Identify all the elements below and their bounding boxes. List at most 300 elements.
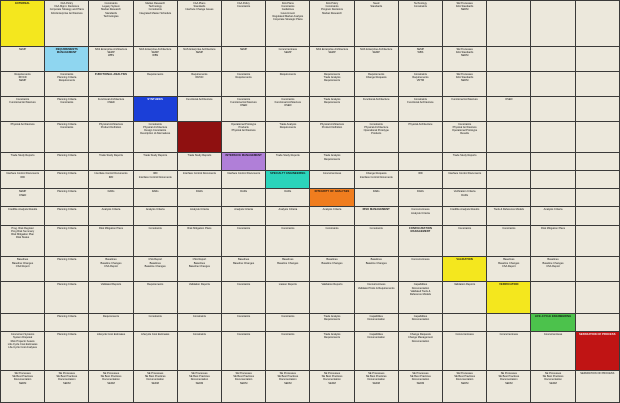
cell-text: Interface Control Documents IRD xyxy=(94,172,128,179)
matrix-cell-r3-c13 xyxy=(531,71,575,96)
matrix-cell-r5-c10 xyxy=(398,121,442,153)
matrix-cell-r13-c14 xyxy=(575,314,619,332)
cell-text: Functional Architecture xyxy=(451,97,478,101)
matrix-cell-r8-c2 xyxy=(45,189,89,207)
cell-text: Concurrentness Validated Tools & Requirements xyxy=(357,283,395,290)
matrix-cell-r2-c5 xyxy=(177,46,221,71)
matrix-cell-r12-c2 xyxy=(45,282,89,314)
matrix-cell-r5-c2 xyxy=(45,121,89,153)
matrix-cell-r2-c7 xyxy=(266,46,310,71)
cell-text: DARs xyxy=(372,190,380,194)
matrix-cell-r9-c11 xyxy=(443,207,487,225)
cell-text: Constraints xyxy=(237,283,251,287)
cell-text: SE Processes FAA Standards SEDM xyxy=(455,47,474,58)
matrix-cell-r11-c6 xyxy=(222,257,266,282)
matrix-cell-r12-c1 xyxy=(1,282,45,314)
cell-text: Planning Criteria xyxy=(57,154,77,158)
cell-text: Trade Study Reports xyxy=(187,154,212,158)
matrix-cell-r10-c3 xyxy=(89,225,133,257)
cell-text: SE Processes FAA Standards SEDM xyxy=(455,2,474,12)
matrix-cell-r6-c2 xyxy=(45,153,89,171)
matrix-cell-r4-c8 xyxy=(310,96,354,121)
cell-text: RISK MANAGEMENT xyxy=(362,208,390,212)
matrix-cell-r8-c1 xyxy=(1,189,45,207)
matrix-cell-r15-c3 xyxy=(89,370,133,402)
cell-text: Change Requests Interface Control Documents xyxy=(359,172,393,179)
matrix-cell-r5-c1 xyxy=(1,121,45,153)
matrix-cell-r7-c12 xyxy=(487,171,531,189)
matrix-cell-r12-c6 xyxy=(222,282,266,314)
matrix-cell-r5-c12 xyxy=(487,121,531,153)
matrix-cell-r2-c9 xyxy=(354,46,398,71)
cell-text: CSA Report Baselines Baseline Changes xyxy=(144,258,166,268)
cell-text: Baselines Baseline Changes CSA Report xyxy=(542,258,564,268)
cell-text: Trade Study Reports xyxy=(452,154,477,158)
cell-text: Planning Criteria xyxy=(57,226,77,230)
matrix-cell-r2-c6 xyxy=(222,46,266,71)
cell-text: SEMP xyxy=(239,47,248,51)
matrix-cell-r5-c6 xyxy=(222,121,266,153)
matrix-cell-r8-c3 xyxy=(89,189,133,207)
cell-text: Constraints xyxy=(369,226,383,230)
matrix-cell-r14-c5 xyxy=(177,332,221,371)
matrix-cell-r6-c3 xyxy=(89,153,133,171)
matrix-cell-r5-c9 xyxy=(354,121,398,153)
cell-text: Requirements Change Requests xyxy=(365,72,387,79)
matrix-cell-r13-c4 xyxy=(133,314,177,332)
cell-text: Baselines Baseline Changes xyxy=(365,258,387,265)
cell-text: Interface Control Documents xyxy=(227,172,261,176)
cell-text: Analysis Criteria xyxy=(145,208,165,212)
cell-text: Risk Mitigation Plans xyxy=(541,226,566,230)
matrix-cell-r4-c5 xyxy=(177,96,221,121)
cell-text: Constraints xyxy=(148,226,162,230)
cell-text: DARs xyxy=(417,190,424,194)
cell-text: SEPARATION OF PROCESS xyxy=(579,333,616,337)
matrix-cell-r1-c8 xyxy=(310,1,354,47)
cell-text: Planning Criteria xyxy=(57,190,77,194)
matrix-cell-r9-c8 xyxy=(310,207,354,225)
cell-text: Concurrentness xyxy=(322,172,342,176)
cell-text: Concurrent Systems System Disposal Risk Projects' Assets Life-Cycle Cost Estimates Life-Cycle Cost Analyses xyxy=(7,333,38,350)
cell-text: Liaison Reports xyxy=(278,283,297,287)
cell-text: Requirements Trade Analysis Requirements xyxy=(323,72,341,83)
cell-text: Analysis Criteria xyxy=(190,208,209,212)
matrix-cell-r13-c7 xyxy=(266,314,310,332)
cell-text: Physical Architecture Product Definition xyxy=(319,122,345,129)
matrix-row xyxy=(1,257,620,282)
cell-text: Functional Architecture xyxy=(186,97,213,101)
cell-text: Analysis Criteria xyxy=(322,208,342,212)
cell-text: Constraints Functional Architecture xyxy=(9,97,36,104)
matrix-cell-r9-c13 xyxy=(531,207,575,225)
cell-text: Physical Architecture xyxy=(10,122,35,126)
matrix-cell-r6-c13 xyxy=(531,153,575,171)
cell-text: VERIFICATION xyxy=(499,283,519,287)
matrix-cell-r14-c9 xyxy=(354,332,398,371)
matrix-cell-r2-c10 xyxy=(398,46,442,71)
cell-text: Requirements IRVCD xyxy=(191,72,208,79)
cell-text: Capabilities Documentation xyxy=(367,315,385,322)
matrix-cell-r8-c5 xyxy=(177,189,221,207)
cell-text: NAS Enterprise Architecture SEMP xyxy=(360,47,393,54)
matrix-cell-r13-c11 xyxy=(443,314,487,332)
matrix-cell-r14-c10 xyxy=(398,332,442,371)
matrix-cell-r9-c5 xyxy=(177,207,221,225)
matrix-cell-r2-c8 xyxy=(310,46,354,71)
matrix-cell-r7-c2 xyxy=(45,171,89,189)
matrix-cell-r15-c5 xyxy=(177,370,221,402)
matrix-cell-r14-c8 xyxy=(310,332,354,371)
matrix-cell-r13-c3 xyxy=(89,314,133,332)
diagonal-block-functional-analysis xyxy=(89,71,133,96)
matrix-cell-r1-c9 xyxy=(354,1,398,47)
matrix-cell-r13-c12 xyxy=(487,314,531,332)
cell-text: OSED xyxy=(505,97,513,101)
cell-text: DARs xyxy=(196,190,203,194)
cell-text: CSA Report Baselines Baseline Changes xyxy=(188,258,210,268)
cell-text: Constraints xyxy=(237,226,251,230)
matrix-cell-r10-c6 xyxy=(222,225,266,257)
cell-text: Validation Reports xyxy=(454,283,476,287)
matrix-cell-r8-c12 xyxy=(487,189,531,207)
cell-text: DARs xyxy=(107,190,115,194)
matrix-cell-r2-c3 xyxy=(89,46,133,71)
matrix-cell-r1-c11 xyxy=(443,1,487,47)
matrix-cell-r11-c13 xyxy=(531,257,575,282)
matrix-cell-r1-c4 xyxy=(133,1,177,47)
cell-text: Constraints xyxy=(458,226,472,230)
matrix-cell-r7-c14 xyxy=(575,171,619,189)
matrix-cell-r6-c1 xyxy=(1,153,45,171)
cell-text: Requirements IRVCD SEMP xyxy=(14,72,31,83)
cell-text: SEMP WBS xyxy=(416,47,425,54)
cell-text: SE Processes SE Best Practices Documentation SEDM xyxy=(144,371,166,385)
cell-text: SE Processes SE Best Practices Documentation SEDM xyxy=(454,371,476,385)
cell-text: SEMP OSED xyxy=(18,190,27,197)
cell-text: Constraints Physical Architecture Operational Prototype Products xyxy=(363,122,389,136)
matrix-cell-r5-c7 xyxy=(266,121,310,153)
matrix-cell-r6-c5 xyxy=(177,153,221,171)
matrix-row xyxy=(1,332,620,371)
matrix-cell-r13-c5 xyxy=(177,314,221,332)
matrix-cell-r7-c9 xyxy=(354,171,398,189)
matrix-cell-r15-c14 xyxy=(575,370,619,402)
matrix-cell-r12-c4 xyxy=(133,282,177,314)
cell-text: Constraints Functional Architecture xyxy=(407,97,434,104)
cell-text: Constraints xyxy=(281,333,295,337)
matrix-cell-r15-c9 xyxy=(354,370,398,402)
matrix-cell-r7-c1 xyxy=(1,171,45,189)
cell-text: FAA Policy Constraints xyxy=(237,2,251,9)
cell-text: SE Processes FAA Standards SEDM xyxy=(455,72,474,83)
matrix-cell-r6-c10 xyxy=(398,153,442,171)
matrix-cell-r14-c4 xyxy=(133,332,177,371)
cell-text: SEPARATION OF PROCESS xyxy=(580,371,615,375)
matrix-row xyxy=(1,370,620,402)
cell-text: Prog. Risk Register Prog Risk Summary Risk Mitigation Plan Risk Status xyxy=(11,226,35,240)
cell-text: Requirements xyxy=(147,72,164,76)
matrix-cell-r11-c12 xyxy=(487,257,531,282)
cell-text: DARs xyxy=(240,190,247,194)
matrix-cell-r9-c6 xyxy=(222,207,266,225)
matrix-cell-r3-c4 xyxy=(133,71,177,96)
matrix-cell-r15-c12 xyxy=(487,370,531,402)
cell-text: SE Processes SE Best Practices Documentation SEDM xyxy=(542,371,564,385)
matrix-cell-r11-c7 xyxy=(266,257,310,282)
matrix-cell-r12-c5 xyxy=(177,282,221,314)
cell-text: SE Processes SE Best Practices Documentation SEDM xyxy=(56,371,78,385)
matrix-row xyxy=(1,207,620,225)
matrix-cell-r12-c8 xyxy=(310,282,354,314)
matrix-cell-r5-c11 xyxy=(443,121,487,153)
cell-text: SE Processes SE Best Practices Documentation SEDM xyxy=(233,371,254,385)
matrix-cell-r3-c2 xyxy=(45,71,89,96)
cell-text: Planning Criteria xyxy=(57,258,77,262)
cell-text: SPECIALTY ENGINEERING xyxy=(270,172,306,176)
cell-text: Baselines Baseline Changes xyxy=(277,258,299,265)
diagonal-block-synthesis xyxy=(133,96,177,121)
matrix-cell-r4-c14 xyxy=(575,96,619,121)
matrix-cell-r11-c8 xyxy=(310,257,354,282)
diagonal-block-validation xyxy=(443,257,487,282)
matrix-cell-r10-c1 xyxy=(1,225,45,257)
cell-text: FAA Policy FAA Mgmt. Decisions Corporate Strategy and Plans FAA Enterprise Architecture xyxy=(49,2,84,15)
matrix-row xyxy=(1,1,620,47)
cell-text: Constraints xyxy=(192,333,206,337)
cell-text: LIFE-CYCLE ENGINEERING xyxy=(534,315,572,319)
cell-text: Baselines Baseline Changes CSA Report xyxy=(12,258,34,268)
cell-text: Trade Analysis Requirements xyxy=(323,97,341,104)
matrix-cell-r12-c11 xyxy=(443,282,487,314)
matrix-cell-r4-c1 xyxy=(1,96,45,121)
matrix-cell-r8-c7 xyxy=(266,189,310,207)
cell-text: INTERFACE MANAGEMENT xyxy=(225,154,262,158)
matrix-cell-r11-c1 xyxy=(1,257,45,282)
cell-text: Planning Criteria xyxy=(57,208,77,212)
matrix-row xyxy=(1,96,620,121)
matrix-row xyxy=(1,46,620,71)
cell-text: Credible Analysis Results xyxy=(7,208,38,212)
cell-text: Physical Architecture xyxy=(408,122,433,126)
cell-text: SE Processes SE Best Practices Documentation SEDM xyxy=(365,371,387,385)
cell-text: Trade Study Reports xyxy=(99,154,123,158)
cell-text: Analysis Criteria xyxy=(101,208,121,212)
matrix-cell-r6-c8 xyxy=(310,153,354,171)
matrix-cell-r6-c7 xyxy=(266,153,310,171)
matrix-cell-r5-c4 xyxy=(133,121,177,153)
matrix-cell-r11-c3 xyxy=(89,257,133,282)
cell-text: Physical Architecture Product Definition xyxy=(98,122,124,129)
cell-text: REQUIREMENTS MANAGEMENT xyxy=(55,47,78,54)
cell-text: Interface Control Documents xyxy=(448,172,482,176)
cell-text: SE Processes SE Best Practices Documentation SEDM xyxy=(321,371,343,385)
matrix-cell-r4-c10 xyxy=(398,96,442,121)
cell-text: Risk Mitigation Plans xyxy=(187,226,212,230)
diagonal-block-specialty-engineering xyxy=(266,171,310,189)
matrix-cell-r9-c4 xyxy=(133,207,177,225)
cell-text: Concurrentness xyxy=(499,333,518,337)
cell-text: Constraints Requirements xyxy=(235,72,252,79)
cell-text: Planning Criteria xyxy=(57,172,77,176)
matrix-cell-r7-c8 xyxy=(310,171,354,189)
cell-text: FAA Plans Standards Interface Change Issues xyxy=(185,2,214,12)
cell-text: Validation Reports xyxy=(321,283,343,287)
cell-text: Constraints Functional Architecture OSED xyxy=(274,97,302,108)
cell-text: Lifecycle Cost Estimates xyxy=(96,333,126,337)
cell-text: DARs xyxy=(151,190,159,194)
matrix-cell-r8-c9 xyxy=(354,189,398,207)
matrix-cell-r6-c11 xyxy=(443,153,487,171)
matrix-cell-r11-c2 xyxy=(45,257,89,282)
matrix-cell-r9-c7 xyxy=(266,207,310,225)
matrix-cell-r10-c2 xyxy=(45,225,89,257)
cell-text: SE Processes SE Best Practices Documentation SEDM xyxy=(277,371,299,385)
cell-text: Constraints xyxy=(192,315,206,319)
cell-text: DARs xyxy=(284,190,292,194)
matrix-cell-r15-c13 xyxy=(531,370,575,402)
cell-text: Technology Constraints xyxy=(413,2,427,9)
cell-text: Concurrentness xyxy=(455,333,474,337)
cell-text: Planning Criteria xyxy=(57,315,77,319)
cell-text: Need Standards xyxy=(370,2,383,9)
matrix-cell-r3-c11 xyxy=(443,71,487,96)
matrix-cell-r1-c6 xyxy=(222,1,266,47)
cell-text: Capabilities Documentation Validated Tools & Reference Models xyxy=(409,283,431,297)
cell-text: SEMP xyxy=(18,47,27,51)
cell-text: Baselines Baseline Changes xyxy=(321,258,343,265)
matrix-cell-r4-c13 xyxy=(531,96,575,121)
matrix-cell-r9-c1 xyxy=(1,207,45,225)
matrix-cell-r15-c10 xyxy=(398,370,442,402)
cell-text: SE Processes SE Best Practices Documentation SEDM xyxy=(189,371,210,385)
cell-text: SE Processes SE Best Practices Documentation SEDM xyxy=(498,371,520,385)
matrix-cell-r14-c6 xyxy=(222,332,266,371)
cell-text: Lifecycle Cost Estimates xyxy=(141,333,170,337)
matrix-cell-r5-c8 xyxy=(310,121,354,153)
matrix-cell-r12-c14 xyxy=(575,282,619,314)
matrix-cell-r9-c3 xyxy=(89,207,133,225)
cell-text: Constraints xyxy=(281,315,295,319)
cell-text: Credible Analysis Results xyxy=(450,208,480,212)
matrix-cell-r15-c4 xyxy=(133,370,177,402)
matrix-cell-r9-c14 xyxy=(575,207,619,225)
diagonal-block-integrity-of-analyses xyxy=(310,189,354,207)
matrix-cell-r7-c3 xyxy=(89,171,133,189)
matrix-cell-r15-c11 xyxy=(443,370,487,402)
matrix-cell-r11-c14 xyxy=(575,257,619,282)
cell-text: Constraints Functional Architecture OSED xyxy=(230,97,257,108)
matrix-cell-r6-c14 xyxy=(575,153,619,171)
matrix-cell-r1-c2 xyxy=(45,1,89,47)
matrix-cell-r4-c3 xyxy=(89,96,133,121)
matrix-cell-r13-c10 xyxy=(398,314,442,332)
matrix-cell-r5-c3 xyxy=(89,121,133,153)
matrix-cell-r2-c12 xyxy=(487,46,531,71)
cell-text: Analysis Criteria xyxy=(543,208,563,212)
matrix-cell-r10-c4 xyxy=(133,225,177,257)
cell-text: IRD xyxy=(418,172,423,176)
matrix-cell-r10-c7 xyxy=(266,225,310,257)
cell-text: Constraints Planning Criteria Requirements xyxy=(57,72,77,83)
matrix-cell-r5-c13 xyxy=(531,121,575,153)
diagonal-block-configuration-management xyxy=(398,225,442,257)
matrix-row xyxy=(1,71,620,96)
matrix-cell-r3-c7 xyxy=(266,71,310,96)
matrix-cell-r12-c10 xyxy=(398,282,442,314)
matrix-row xyxy=(1,282,620,314)
matrix-cell-r11-c4 xyxy=(133,257,177,282)
diagonal-block-external xyxy=(1,1,45,47)
matrix-cell-r14-c2 xyxy=(45,332,89,371)
matrix-cell-r13-c6 xyxy=(222,314,266,332)
matrix-cell-r13-c8 xyxy=(310,314,354,332)
matrix-row xyxy=(1,121,620,153)
matrix-cell-r3-c6 xyxy=(222,71,266,96)
cell-text: NAS Enterprise Architecture SEMP xyxy=(183,47,216,54)
matrix-cell-r7-c10 xyxy=(398,171,442,189)
cell-text: Trade Analysis Requirements xyxy=(323,315,341,322)
cell-text: Trade Analysis Requirements xyxy=(279,122,297,129)
matrix-cell-r4-c2 xyxy=(45,96,89,121)
matrix-cell-r3-c8 xyxy=(310,71,354,96)
matrix-cell-r6-c12 xyxy=(487,153,531,171)
matrix-cell-r12-c9 xyxy=(354,282,398,314)
matrix-cell-r11-c10 xyxy=(398,257,442,282)
matrix-cell-r10-c9 xyxy=(354,225,398,257)
matrix-cell-r1-c3 xyxy=(89,1,133,47)
cell-text: Planning Criteria Constraints xyxy=(57,122,77,129)
cell-text: Baselines Baseline Changes CSA Report xyxy=(100,258,122,268)
matrix-cell-r14-c13 xyxy=(531,332,575,371)
matrix-cell-r5-c14 xyxy=(575,121,619,153)
cell-text: NAS Enterprise Architecture SEMP WBS xyxy=(94,47,128,58)
cell-text: Change Requests Change Management Documentation xyxy=(407,333,433,343)
matrix-cell-r9-c2 xyxy=(45,207,89,225)
cell-text: Requirements xyxy=(279,72,296,76)
matrix-cell-r3-c5 xyxy=(177,71,221,96)
cell-text: Constraints xyxy=(502,226,516,230)
cell-text: Concurrentness SEMP xyxy=(278,47,297,54)
cell-text: VALIDATION xyxy=(456,258,473,262)
matrix-cell-r14-c7 xyxy=(266,332,310,371)
matrix-cell-r1-c12 xyxy=(487,1,531,47)
matrix-cell-r15-c2 xyxy=(45,370,89,402)
cell-text: Functional Architecture OSED xyxy=(97,97,125,104)
matrix-cell-r1-c5 xyxy=(177,1,221,47)
cell-text: Constraints Physical Architecture Design Constraints Description of Alternatives xyxy=(140,122,171,136)
cell-text: SE Processes SE Best Practices Documentation SEDM xyxy=(410,371,431,385)
cell-text: Requirements xyxy=(147,283,164,287)
cell-text: Constraints Legacy System Market Research Standards Technologies xyxy=(101,2,121,18)
matrix-cell-r14-c11 xyxy=(443,332,487,371)
matrix-cell-r10-c8 xyxy=(310,225,354,257)
cell-text: Constraints xyxy=(281,226,295,230)
cell-text: SYNTHESIS xyxy=(147,97,164,101)
matrix-row xyxy=(1,314,620,332)
diagonal-block-verification xyxy=(487,282,531,314)
cell-text: Baselines Baseline Changes CSA Report xyxy=(498,258,520,268)
cell-text: Baselines Baseline Changes xyxy=(233,258,255,265)
matrix-cell-r12-c7 xyxy=(266,282,310,314)
matrix-cell-r2-c11 xyxy=(443,46,487,71)
matrix-row xyxy=(1,171,620,189)
cell-text: FAA Plans Constraints Guidelines Government Regulated Market Analysis Corporate Strategic Plans xyxy=(272,2,304,22)
cell-text: FAA Policy Constraints Program Decisions Market Research xyxy=(321,2,343,15)
cell-text: Trade Analysis Requirements xyxy=(323,154,341,161)
matrix-cell-r8-c4 xyxy=(133,189,177,207)
matrix-row xyxy=(1,189,620,207)
